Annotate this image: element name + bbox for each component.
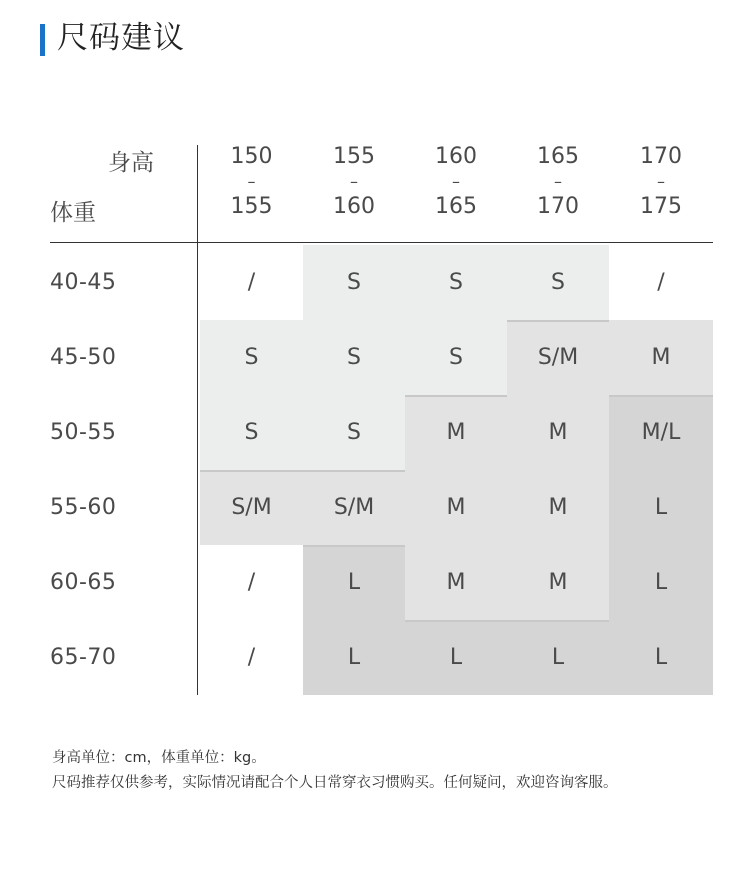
height-range-header [200, 144, 303, 219]
size-cell: S [405, 245, 507, 320]
height-range-from: 160 [435, 144, 477, 169]
size-cell: M [405, 545, 507, 620]
size-cell: M [507, 395, 609, 470]
size-cell: M/L [609, 395, 713, 470]
height-range-to: 175 [640, 194, 682, 219]
note-disclaimer: 尺码推荐仅供参考，实际情况请配合个人日常穿衣习惯购买。任何疑问，欢迎咨询客服。 [52, 775, 618, 791]
height-axis-label: 身高 [108, 150, 154, 176]
height-range-header [609, 144, 713, 219]
height-range-header [303, 144, 405, 219]
height-range-dash: – [657, 172, 665, 191]
size-cell: L [609, 620, 713, 695]
size-cell: / [657, 270, 665, 295]
weight-range-label: 45-50 [50, 345, 117, 370]
size-cell: L [303, 545, 405, 620]
size-cell: M [405, 470, 507, 545]
size-cell: S [303, 245, 405, 320]
height-range-from: 155 [333, 144, 375, 169]
size-cell: M [507, 545, 609, 620]
horizontal-divider [50, 242, 713, 243]
height-range-dash: – [350, 172, 358, 191]
weight-range-label: 55-60 [50, 495, 117, 520]
height-range-to: 170 [537, 194, 579, 219]
height-range-header [507, 144, 609, 219]
size-cell: L [609, 545, 713, 620]
size-cell: S [507, 245, 609, 320]
height-range-from: 165 [537, 144, 579, 169]
size-cell: L [303, 620, 405, 695]
page-title: 尺码建议 [57, 20, 185, 56]
size-cell: / [247, 270, 256, 295]
weight-axis-label: 体重 [50, 200, 96, 226]
weight-range-label: 50-55 [50, 420, 117, 445]
note-units: 身高单位：cm，体重单位：kg。 [52, 750, 266, 766]
weight-range-label: 60-65 [50, 570, 117, 595]
notes [52, 746, 742, 796]
size-cell: M [609, 320, 713, 395]
height-range-dash: – [452, 172, 460, 191]
size-cell: S [405, 320, 507, 395]
height-range-from: 170 [640, 144, 682, 169]
height-range-from: 150 [230, 144, 273, 169]
size-cell: L [609, 470, 713, 545]
size-cell: / [247, 570, 256, 595]
height-range-dash: – [247, 172, 256, 191]
size-cell: S [303, 320, 405, 395]
vertical-divider [197, 145, 198, 695]
height-range-to: 155 [230, 194, 273, 219]
height-range-header [405, 144, 507, 219]
size-cell: S/M [200, 470, 303, 545]
weight-range-label: 65-70 [50, 645, 117, 670]
height-range-to: 160 [333, 194, 375, 219]
size-cell: M [507, 470, 609, 545]
height-range-to: 165 [435, 194, 477, 219]
size-cell: M [405, 395, 507, 470]
size-cell: S/M [507, 320, 609, 395]
size-cell: L [507, 620, 609, 695]
size-cell: L [405, 620, 507, 695]
size-cell: S [200, 320, 303, 395]
size-cell: S [200, 395, 303, 470]
height-range-dash: – [554, 172, 562, 191]
size-cell: S [303, 395, 405, 470]
size-cell: / [247, 645, 256, 670]
size-cell: S/M [303, 470, 405, 545]
weight-range-label: 40-45 [50, 270, 117, 295]
